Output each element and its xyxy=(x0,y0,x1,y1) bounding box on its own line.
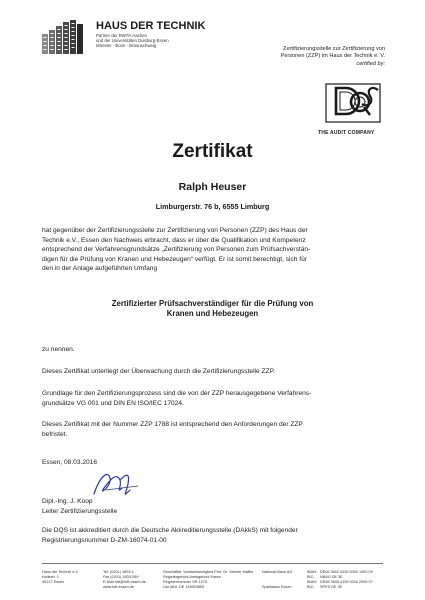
org-sub-line: Münster · Bonn · Braunschweig xyxy=(96,43,157,48)
accreditation-paragraph xyxy=(42,526,390,545)
named-line: zu nennen. xyxy=(42,346,75,353)
footer-divider xyxy=(42,563,383,564)
footer-text: NBAG DE 3E xyxy=(320,575,343,579)
footer-registry xyxy=(163,570,253,590)
footer-text: Registernummer VR 1475 xyxy=(163,580,207,584)
footer-text: DE06 3602 0030 0000 1450 09 xyxy=(320,570,373,574)
validity-paragraph xyxy=(42,420,390,439)
basis-line: grundsätze VG 001 und DIN EN ISO/IEC 17024. xyxy=(42,399,184,407)
haus-der-technik-logo xyxy=(42,20,88,54)
place-date: Essen, 08.03.2016 xyxy=(42,459,97,466)
qualification-title xyxy=(0,299,425,319)
footer-text: Ust-IdNr. DE 119653853 xyxy=(163,585,205,589)
holder-address: Limburgerstr. 76 b, 6555 Limburg xyxy=(155,202,270,211)
footer-text: Fax (0201) 1803-269 xyxy=(103,575,139,579)
org-sub-line: und der Universitäten Duisburg-Essen xyxy=(96,38,169,43)
footer-text: Haus der Technik e.V. xyxy=(42,570,79,574)
qualification-line: Kranen und Hebezeugen xyxy=(166,309,259,318)
footer-text: Sparkasse Essen xyxy=(262,585,292,589)
monitoring-line: Dieses Zertifikat unterliegt der Überwachung durch die Zertifizierungsstelle ZZP. xyxy=(42,368,275,375)
signature xyxy=(86,466,156,500)
basis-line: Grundlage für den Zertifizierungsprozess sind die von der ZZP herausgegebene Verfahrens- xyxy=(42,390,312,397)
intro-line: entsprechend der Verfahrensgrundsätze „Zertifizierung von Personen zum Prüfsachverstän- xyxy=(42,246,311,254)
zzp-heading-line: Zertifizierungsstelle zur Zertifizierung von xyxy=(283,46,385,52)
signer-role: Leiter Zertifizierungsstelle xyxy=(42,508,118,515)
org-sub-line: Partner der RWTH Aachen xyxy=(96,33,148,38)
footer-text: Tel. (0201) 1803-1 xyxy=(103,570,134,574)
footer-text: Registergericht Amtsgericht Essen xyxy=(163,575,222,579)
footer-banks xyxy=(262,570,292,590)
zzp-heading-line: Personen (ZZP) im Haus der Technik e. V. xyxy=(280,53,385,59)
intro-line: digen für die Prüfung von Kranen und Hebezeugen“ verfügt. Er ist somit berechtigt, sich für xyxy=(42,255,307,263)
footer-text: National-Bank AG xyxy=(262,570,293,574)
signer-name: Dipl.-Ing. J. Koop xyxy=(42,498,93,505)
holder-name: Ralph Heuser xyxy=(178,181,247,193)
footer-text: BIC: xyxy=(307,585,315,589)
intro-paragraph xyxy=(42,226,390,274)
validity-line: Dieses Zertifikat mit der Nummer ZZP 1788 ist entsprechend den Anforderungen der ZZP xyxy=(42,421,303,428)
intro-line: hat gegenüber der Zertifizierungsstelle zur Zertifizierung von Personen (ZZP) des Haus der xyxy=(42,227,308,234)
certificate-title: Zertifikat xyxy=(172,141,253,162)
certified-by-label: certified by: xyxy=(356,61,385,67)
footer-text: 45127 Essen xyxy=(42,580,65,584)
footer-text: IBAN: xyxy=(307,580,317,584)
accreditation-line: Die DQS ist akkreditiert durch die Deutsche Akkreditierungsstelle (DAkkS) mit folgender xyxy=(42,527,298,534)
qualification-line: Zertifizierter Prüfsachverständiger für die Prüfung von xyxy=(111,299,314,308)
footer-address xyxy=(42,570,79,585)
footer-text: www.hdt-essen.de xyxy=(103,585,135,589)
footer-bank-labels xyxy=(307,570,317,590)
footer-text: Geschäftsf. Vorstandsmitglied Prof. Dr. Werner Kaffke xyxy=(163,570,254,574)
validity-line: befristet. xyxy=(42,430,68,438)
footer-text: E-Mail hdt@hdt-essen.de xyxy=(103,580,146,584)
basis-paragraph xyxy=(42,389,390,408)
accreditation-line: Registrierungsnummer D-ZM-16074-01-00 xyxy=(42,536,167,544)
footer-text: Hollestr. 1 xyxy=(42,575,59,579)
org-subtitle xyxy=(96,33,169,48)
intro-line: den in der Anlage aufgeführten Umfang xyxy=(42,265,158,273)
dqs-logo xyxy=(322,80,384,126)
audit-company-label: THE AUDIT COMPANY xyxy=(318,130,375,136)
footer-text: SPES DE 3E xyxy=(320,585,343,589)
footer-text: DE98 3605 0105 0000 2090 07 xyxy=(320,580,373,584)
footer-text: IBAN: xyxy=(307,570,317,574)
footer-bank-numbers xyxy=(320,570,373,590)
footer-contact xyxy=(103,570,146,590)
org-name: HAUS DER TECHNIK xyxy=(96,20,206,32)
footer-text: BIC: xyxy=(307,575,315,579)
intro-line: Technik e.V., Essen den Nachweis erbracht, dass er über die Qualifikation und Kompetenz xyxy=(42,236,306,244)
